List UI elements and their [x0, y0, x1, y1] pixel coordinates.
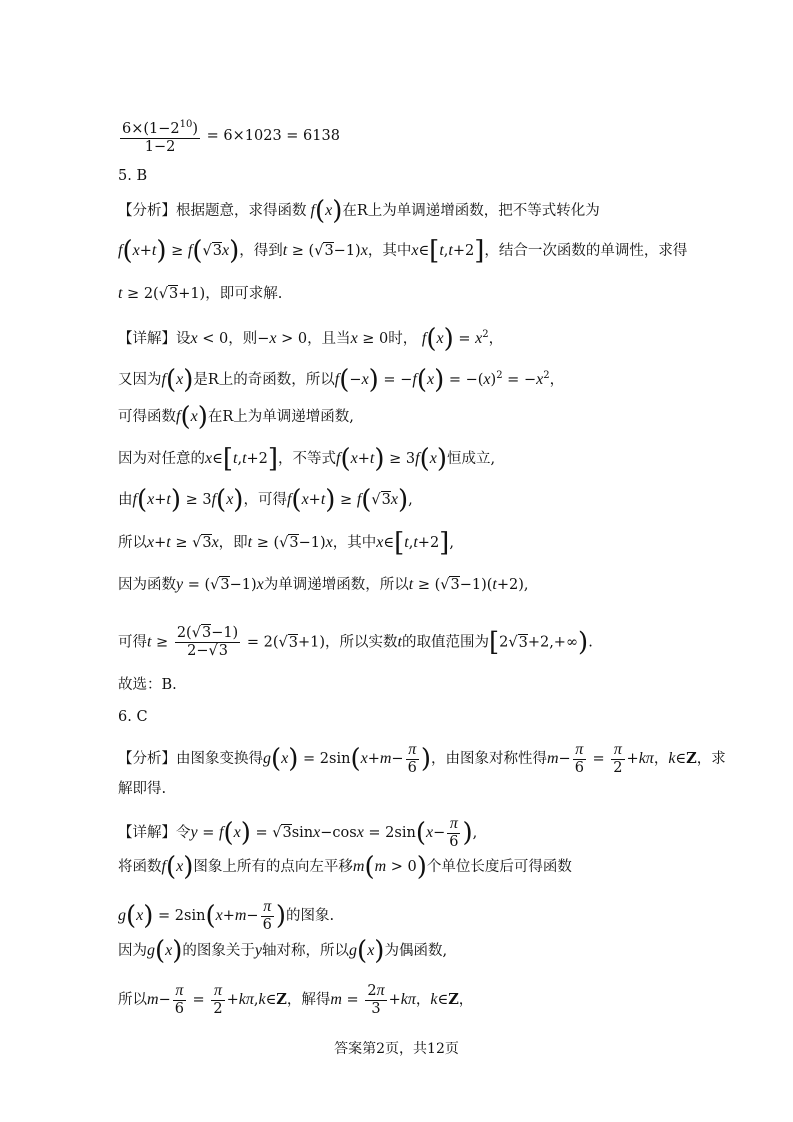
- page-footer: 答案第2页，共12页: [334, 1041, 459, 1057]
- q5-detail-line-1: 【详解】设x < 0，则−x > 0，且当x ≥ 0时， $f(x) = x^2$，: [118, 323, 504, 354]
- q6-analysis-line-1: 【分析】由图象变换得g(x) = 2sin(x+m− $\frac{\pi}{6}$ )，由图象对称性得m− $\frac{\pi}{6}$ = $\frac{\pi}{2}$ +kπ，k∈Z，求: [118, 741, 726, 776]
- q6-detail-line-2: 将函数f(x)图象上所有的点向左平移m(m > 0)个单位长度后可得函数: [118, 852, 572, 882]
- line-fraction-sum: $\frac{6\times(1-2^{10})}{1-2}$ = 6×1023 = 6138: [118, 116, 340, 156]
- q5-detail-line-5: 由f(x+t) ≥ 3f(x)，可得f(x+t) ≥ f(√3x),: [118, 485, 413, 515]
- q5-detail-line-7: 因为函数y = (√3−1)x为单调递增函数，所以t ≥ (√3−1)(t+2),: [118, 576, 529, 593]
- q5-analysis-line-3: t ≥ 2(√3+1)，即可求解.: [118, 285, 283, 302]
- q5-detail-line-8: 可得t ≥ $\frac{2(√3-1)}{2-√3}$ = 2(√3+1)，所以实数t的取值范围为[2√3+2,+∞).: [118, 625, 593, 659]
- q5-detail-line-6: 所以x+t ≥ √3x，即t ≥ (√3−1)x，其中x∈[t,t+2],: [118, 528, 454, 558]
- q6-detail-line-4: 因为g(x)的图象关于y轴对称，所以g(x)为偶函数,: [118, 936, 448, 966]
- q6-detail-line-5: 所以m− $\frac{\pi}{6}$ = $\frac{\pi}{2}$ +kπ,k∈Z，解得m = $\frac{2\pi}{3}$ +kπ，k∈Z，: [118, 982, 474, 1017]
- q6-detail-line-3: g(x) = 2sin(x+m− $\frac{\pi}{6}$ )的图象.: [118, 898, 335, 933]
- q6-detail-line-1: 【详解】令y = f(x) = √3sinx−cosx = 2sin(x− $\frac{\pi}{6}$ ),: [118, 815, 478, 850]
- q5-detail-line-3: 可得函数f(x)在R上为单调递增函数,: [118, 402, 354, 432]
- q5-analysis-line-2: f(x+t) ≥ f(√3x)，得到t ≥ (√3−1)x，其中x∈[t,t+2]，结合一次函数的单调性，求得: [118, 236, 688, 266]
- question-6-label: 6. C: [118, 709, 148, 725]
- q6-analysis-line-2: 解即得.: [118, 781, 167, 797]
- q5-analysis-line-1: 【分析】根据题意，求得函数 f(x)在R上为单调递增函数，把不等式转化为: [118, 196, 600, 226]
- q5-detail-line-2: 又因为f(x)是R上的奇函数，所以$f(-x) = -f(x) = -(x)^2 = -x^2$，: [118, 364, 565, 395]
- question-5-label: 5. B: [118, 168, 148, 184]
- q5-answer: 故选：B.: [118, 677, 177, 693]
- q5-detail-line-4: 因为对任意的x∈[t,t+2]，不等式f(x+t) ≥ 3f(x)恒成立,: [118, 444, 496, 474]
